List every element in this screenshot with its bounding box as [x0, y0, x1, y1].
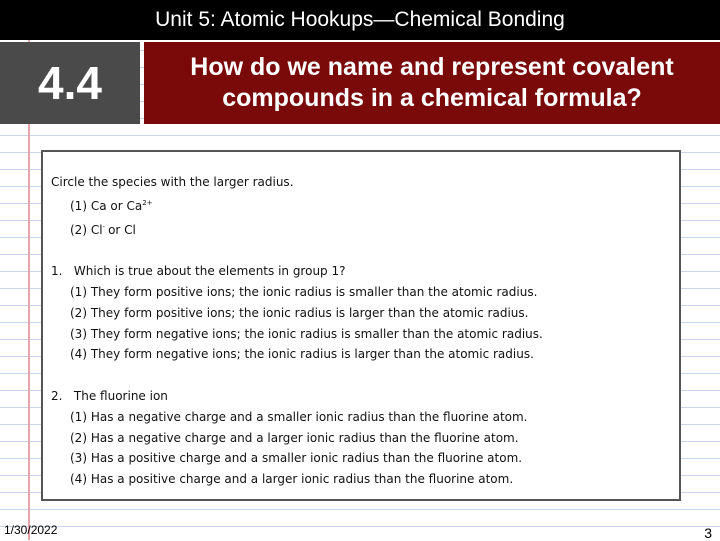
option-number: (1) — [70, 409, 87, 424]
option-number: (2) — [70, 430, 87, 445]
option-text: Has a negative charge and a smaller ionic radius than the fluorine atom. — [90, 409, 528, 424]
option-text: Has a positive charge and a smaller ionic radius than the fluorine atom. — [90, 451, 523, 466]
option-number: (1) — [70, 198, 87, 213]
question-2 — [51, 386, 671, 407]
worksheet-content — [51, 172, 671, 490]
question-number: 2. — [51, 388, 63, 403]
option-number: (2) — [70, 222, 87, 237]
option-number: (1) — [70, 284, 87, 299]
section-number-box — [0, 42, 140, 124]
unit-title: Unit 5: Atomic Hookups—Chemical Bonding — [155, 8, 565, 31]
option-number: (3) — [70, 451, 87, 466]
option-text: They form negative ions; the ionic radius is smaller than the atomic radius. — [90, 326, 543, 341]
question-option — [51, 344, 671, 365]
charge-superscript: 2+ — [142, 198, 153, 207]
unit-title-bar — [0, 0, 720, 40]
question-text: The fluorine ion — [73, 388, 168, 403]
question-option — [51, 428, 671, 449]
question-option — [51, 303, 671, 324]
question-option — [51, 282, 671, 303]
question-option — [51, 448, 671, 469]
option-text: Ca or Ca — [90, 198, 143, 213]
question-number: 1. — [51, 264, 63, 279]
option-text-tail: or Cl — [108, 222, 136, 237]
option-text: They form positive ions; the ionic radius is smaller than the atomic radius. — [90, 284, 538, 299]
question-option — [51, 324, 671, 345]
essential-question: How do we name and represent covalent compounds in a chemical formula? — [190, 53, 674, 112]
intro-prompt: Circle the species with the larger radius. — [51, 175, 294, 189]
worksheet-image — [41, 150, 681, 501]
option-number: (4) — [70, 472, 87, 487]
slide-page-number: 3 — [704, 525, 712, 541]
option-number: (3) — [70, 326, 87, 341]
intro-option — [51, 193, 671, 217]
option-text: Cl — [90, 222, 103, 237]
option-text: Has a negative charge and a larger ionic radius than the fluorine atom. — [90, 430, 519, 445]
question-1 — [51, 261, 671, 282]
intro-option — [51, 217, 671, 241]
option-number: (4) — [70, 347, 87, 362]
question-option — [51, 407, 671, 428]
section-number: 4.4 — [38, 57, 102, 109]
option-text: Has a positive charge and a larger ionic radius than the fluorine atom. — [90, 472, 514, 487]
option-number: (2) — [70, 305, 87, 320]
question-option — [51, 469, 671, 490]
option-text: They form positive ions; the ionic radius is larger than the atomic radius. — [90, 305, 529, 320]
essential-question-box — [144, 42, 720, 124]
question-text: Which is true about the elements in group 1? — [73, 264, 346, 279]
slide-date: 1/30/2022 — [4, 523, 58, 537]
charge-superscript: - — [102, 222, 106, 231]
option-text: They form negative ions; the ionic radius is larger than the atomic radius. — [90, 347, 534, 362]
